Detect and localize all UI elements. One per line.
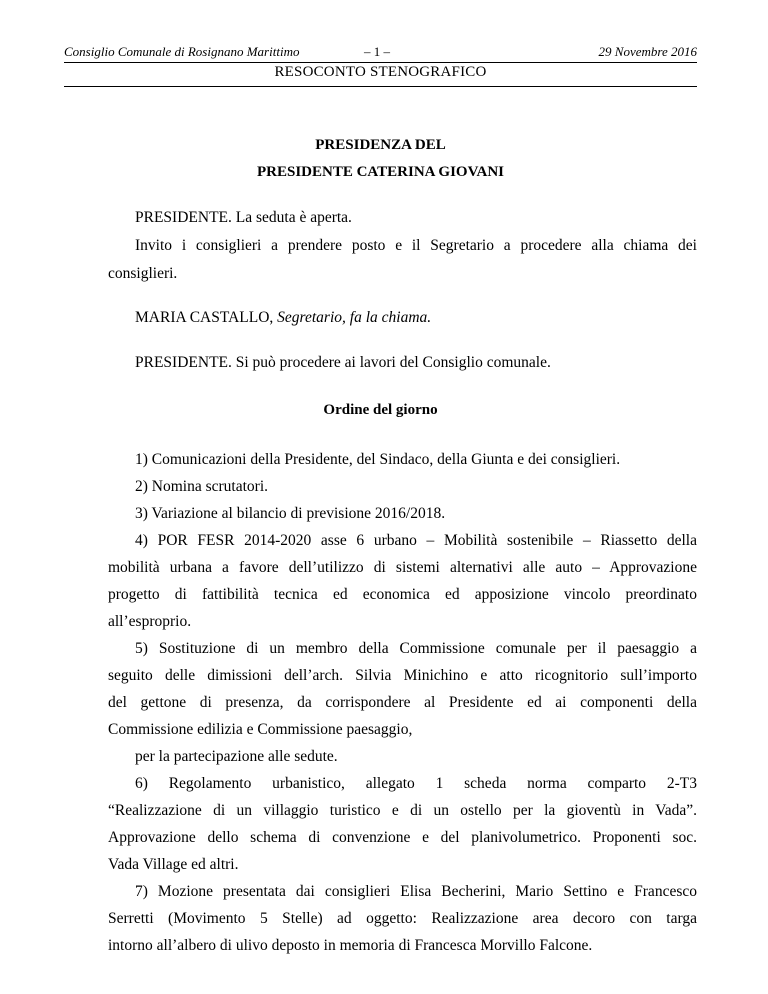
roll-call-paragraph bbox=[135, 308, 431, 327]
agenda-item-7-line2: Serretti (Movimento 5 Stelle) ad oggetto: Realizzazione area decoro con targa bbox=[108, 910, 697, 927]
invite-paragraph-line2: consiglieri. bbox=[108, 265, 178, 282]
header-rule-top bbox=[64, 62, 697, 63]
header-council-name: Consiglio Comunale di Rosignano Marittimo bbox=[64, 44, 300, 59]
agenda-item-3: 3) Variazione al bilancio di previsione 2016/2018. bbox=[135, 505, 446, 522]
header-rule-bottom bbox=[64, 86, 697, 87]
agenda-item-6-line4: Vada Village ed altri. bbox=[108, 856, 239, 873]
proceed-paragraph: PRESIDENTE. Si può procedere ai lavori del Consiglio comunale. bbox=[135, 354, 551, 371]
agenda-item-6-line2: “Realizzazione di un villaggio turistico e di un ostello per la gioventù in Vada”. bbox=[108, 802, 697, 819]
presidency-heading-line1: PRESIDENZA DEL bbox=[315, 137, 446, 153]
opening-paragraph: PRESIDENTE. La seduta è aperta. bbox=[135, 209, 352, 226]
agenda-item-4-line3: progetto di fattibilità tecnica ed economica ed apposizione vincolo preordinato bbox=[108, 586, 697, 603]
agenda-item-7-line3: intorno all’albero di ulivo deposto in memoria di Francesca Morvillo Falcone. bbox=[108, 937, 593, 954]
agenda-item-5-line2: seguito delle dimissioni dell’arch. Silvia Minichino e atto ricognitorio sull’importo bbox=[108, 667, 697, 684]
agenda-item-4-line4: all’esproprio. bbox=[108, 613, 192, 630]
document-subtitle: RESOCONTO STENOGRAFICO bbox=[274, 64, 487, 80]
secretary-role: Segretario, fa la chiama. bbox=[277, 309, 432, 326]
invite-paragraph-line1: Invito i consiglieri a prendere posto e il Segretario a procedere alla chiama dei bbox=[135, 237, 697, 254]
agenda-item-4-line1: 4) POR FESR 2014-2020 asse 6 urbano – Mobilità sostenibile – Riassetto della bbox=[135, 532, 697, 549]
agenda-item-4-line2: mobilità urbana a favore dell’utilizzo di sistemi alternativi alle auto – Approvazione bbox=[108, 559, 697, 576]
agenda-item-1: 1) Comunicazioni della Presidente, del Sindaco, della Giunta e dei consiglieri. bbox=[135, 451, 621, 468]
header-page-number: – 1 – bbox=[364, 44, 390, 59]
agenda-item-5-line3: del gettone di presenza, da corrispondere al Presidente ed ai componenti della bbox=[108, 694, 697, 711]
agenda-item-6-line3: Approvazione dello schema di convenzione e del planivolumetrico. Proponenti soc. bbox=[108, 829, 697, 846]
agenda-item-5-line1: 5) Sostituzione di un membro della Commissione comunale per il paesaggio a bbox=[135, 640, 697, 657]
agenda-item-7-line1: 7) Mozione presentata dai consiglieri Elisa Becherini, Mario Settino e Francesco bbox=[135, 883, 697, 900]
agenda-title: Ordine del giorno bbox=[323, 402, 438, 418]
agenda-item-2: 2) Nomina scrutatori. bbox=[135, 478, 269, 495]
presidency-heading-line2: PRESIDENTE CATERINA GIOVANI bbox=[256, 164, 504, 180]
agenda-item-5-line4: Commissione edilizia e Commissione paesaggio, bbox=[108, 721, 413, 738]
header-date: 29 Novembre 2016 bbox=[598, 44, 697, 59]
agenda-item-6-line1: 6) Regolamento urbanistico, allegato 1 scheda norma comparto 2-T3 bbox=[135, 775, 697, 792]
agenda-item-5-line5: per la partecipazione alle sedute. bbox=[135, 748, 338, 765]
secretary-name: MARIA CASTALLO, bbox=[135, 309, 274, 326]
